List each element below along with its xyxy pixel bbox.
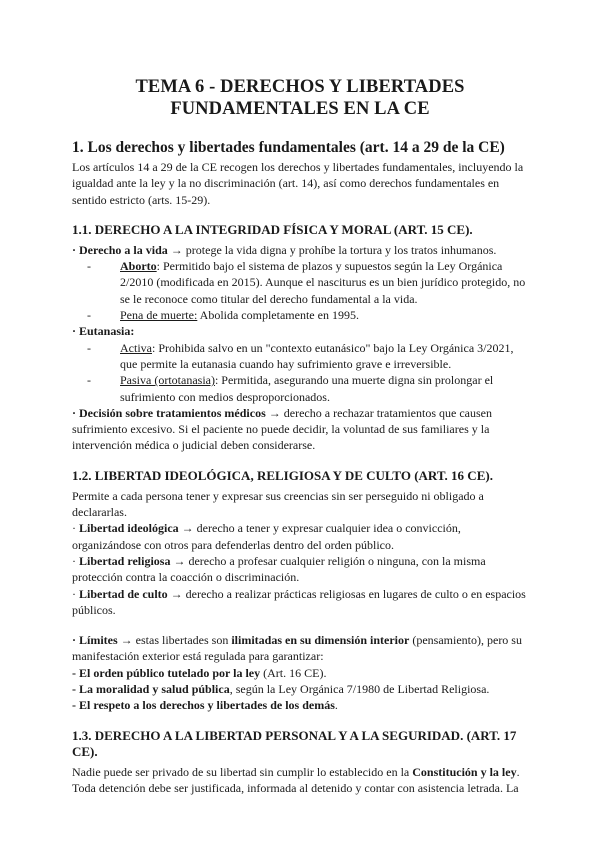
section-1-3-text-2: . Toda detención debe ser justificada, informada al detenido y contar con asistencia letrada. La bbox=[72, 764, 520, 795]
spacer bbox=[72, 618, 528, 632]
orden-publico-line bbox=[72, 665, 528, 681]
list-dash: - bbox=[87, 259, 91, 274]
limites-label: · Límites bbox=[72, 633, 118, 648]
list-dash: - bbox=[87, 308, 91, 323]
bullet: · bbox=[72, 521, 79, 536]
libertad-ideologica-paragraph bbox=[72, 520, 528, 553]
aborto-item bbox=[72, 258, 528, 307]
activa-text: : Prohibida salvo en un "contexto eutanásico" bajo la Ley Orgánica 3/2021, que permite la eutanasia cuando hay sufrimiento grave e irreversible. bbox=[120, 340, 514, 371]
moralidad-label: - La moralidad y salud pública bbox=[72, 682, 230, 697]
limites-bold: ilimitadas en su dimensión interior bbox=[231, 633, 410, 648]
libertad-religiosa-label: Libertad religiosa → bbox=[79, 553, 186, 568]
eutanasia-heading bbox=[72, 323, 528, 339]
pasiva-text: : Permitida, asegurando una muerte digna sin prolongar el sufrimiento con medios desproporcionados. bbox=[120, 373, 494, 404]
pena-muerte-label: Pena de muerte: bbox=[120, 308, 198, 323]
title-line-2: FUNDAMENTALES EN LA CE bbox=[170, 99, 430, 119]
pena-muerte-item bbox=[72, 307, 528, 323]
pasiva-item bbox=[72, 372, 528, 405]
libertad-ideologica-label: Libertad ideológica → bbox=[79, 521, 194, 536]
bullet: · bbox=[72, 553, 79, 568]
aborto-label: Aborto bbox=[120, 259, 157, 274]
section-1-heading: 1. Los derechos y libertades fundamentales (art. 14 a 29 de la CE) bbox=[72, 139, 505, 156]
respeto-label: - El respeto a los derechos y libertades de los demás bbox=[72, 698, 335, 713]
bullet: · bbox=[72, 586, 79, 601]
limites-text-2: (pensamiento), pero su manifestación exterior está regulada para garantizar: bbox=[72, 633, 522, 664]
list-dash: - bbox=[87, 373, 91, 388]
libertad-ideologica-text: derecho a tener y expresar cualquier idea o convicción, organizándose con otros para defenderlas dentro del orden público. bbox=[72, 521, 461, 552]
limites-paragraph bbox=[72, 632, 528, 665]
libertad-culto-label: Libertad de culto bbox=[79, 586, 168, 601]
section-1-3-bold: Constitución y la ley bbox=[412, 764, 517, 779]
respeto-text: . bbox=[334, 698, 338, 713]
section-1-1-heading: 1.1. DERECHO A LA INTEGRIDAD FÍSICA Y MORAL (ART. 15 CE). bbox=[72, 221, 473, 237]
section-1-3-heading: 1.3. DERECHO A LA LIBERTAD PERSONAL Y A LA SEGURIDAD. (ART. 17 CE). bbox=[72, 727, 517, 759]
pasiva-label: Pasiva (ortotanasia) bbox=[120, 373, 215, 388]
orden-publico-text: (Art. 16 CE). bbox=[260, 665, 327, 680]
activa-item bbox=[72, 340, 528, 373]
eutanasia-label: · Eutanasia: bbox=[72, 324, 135, 339]
derecho-vida-text: → protege la vida digna y prohíbe la tortura y los tratos inhumanos. bbox=[167, 242, 497, 257]
orden-publico-label: - El orden público tutelado por la ley bbox=[72, 665, 261, 680]
libertad-culto-paragraph bbox=[72, 586, 528, 619]
libertad-culto-text: → derecho a realizar prácticas religiosas en lugares de culto o en espacios públicos. bbox=[72, 586, 526, 617]
respeto-line bbox=[72, 697, 528, 713]
decision-label: · Decisión sobre tratamientos médicos bbox=[72, 405, 266, 420]
document-title bbox=[72, 0, 528, 120]
derecho-vida-label: · Derecho a la vida bbox=[72, 242, 168, 257]
moralidad-text: , según la Ley Orgánica 7/1980 de Libertad Religiosa. bbox=[229, 682, 490, 697]
aborto-text: : Permitido bajo el sistema de plazos y supuestos según la Ley Orgánica 2/2010 (modificada en 2015). Aunque el nasciturus es un bien jurídico protegido, no se le reconoce como titular del derecho fundamental a la vida. bbox=[120, 259, 526, 306]
section-1-2-heading: 1.2. LIBERTAD IDEOLÓGICA, RELIGIOSA Y DE CULTO (ART. 16 CE). bbox=[72, 467, 493, 483]
section-1-3-paragraph bbox=[72, 764, 528, 797]
pena-muerte-text: Abolida completamente en 1995. bbox=[197, 308, 359, 323]
libertad-religiosa-paragraph bbox=[72, 553, 528, 586]
limites-text-1: → estas libertades son bbox=[117, 633, 232, 648]
section-1-3-text-1: Nadie puede ser privado de su libertad sin cumplir lo establecido en la bbox=[72, 764, 413, 779]
title-line-1: TEMA 6 - DERECHOS Y LIBERTADES bbox=[135, 77, 465, 97]
section-1-intro: Los artículos 14 a 29 de la CE recogen los derechos y libertades fundamentales, incluyendo la igualdad ante la ley y la no discriminación (art. 14), así como derechos fundamentales en sentido estricto (arts. 15-29). bbox=[72, 160, 524, 207]
libertad-religiosa-text: derecho a profesar cualquier religión o ninguna, con la misma protección contra la coacción o discriminación. bbox=[72, 553, 486, 585]
derecho-vida-paragraph bbox=[72, 242, 528, 258]
section-1-2-intro: Permite a cada persona tener y expresar sus creencias sin ser perseguido ni obligado a declararlas. bbox=[72, 488, 484, 520]
moralidad-line bbox=[72, 681, 528, 697]
decision-paragraph bbox=[72, 405, 528, 454]
decision-text: → derecho a rechazar tratamientos que causen sufrimiento excesivo. Si el paciente no puede decidir, la voluntad de sus familiares y la intervención médica o judicial deben considerarse. bbox=[72, 405, 492, 453]
activa-label: Activa bbox=[120, 340, 152, 355]
list-dash: - bbox=[87, 340, 91, 355]
